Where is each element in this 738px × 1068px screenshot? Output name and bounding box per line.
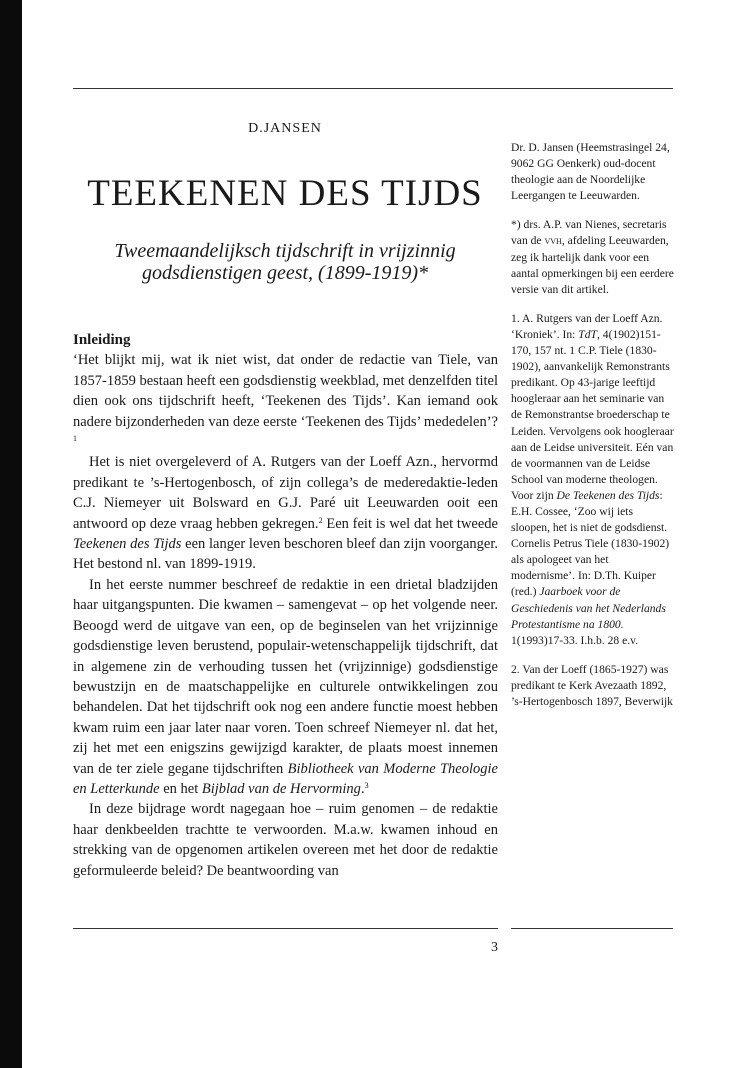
paragraph-1 [73, 350, 498, 452]
fn1-d: 1(1993)17-33. I.h.b. 28 e.v. [511, 633, 639, 647]
p2-text-b: Een feit is wel dat het tweede [322, 515, 498, 532]
footnote-ref-2: 2 [318, 515, 323, 525]
fn1-b: , 4(1902)151-170, 157 nt. 1 C.P. Tiele (1830-1902), aanvankelijk Remonstrants predikant. Op 43-jarige leeftijd hoogleraar aan het seminarie van de Remonstrantse broederschap te Leiden. Vervolgens ook hoogleraar aan de Leidse universiteit. Eén van de voormannen van de Leidse School van moderne theologen. Voor zijn [511, 327, 674, 502]
p3-text-a: In het eerste nummer beschreef de redaktie in een drietal bladzijden haar uitgangspunten. Die kwamen – samengevat – op het volgende neer. Beoogd werd de uitgave van een, op de beginselen van het vrijzinnige godsdienstige leven berustend, populair-wetenschappelijk tijdschrift, dat in algemene zin de verhouding tussen het (vrijzinnige) godsdienstige bewustzijn en de maatschappelijke en culturele ontwikkelingen zou behandelen. Dat het tijdschrift ook nog een andere functie moest hebben kwam ruim een jaar later naar voren. Toen schreef Niemeyer nl. dat het, zij het met een enigszins gewijzigd karakter, de plaats moest innemen van de ter ziele gegane tijdschriften [73, 576, 498, 777]
footnote-ref-1: 1 [73, 434, 77, 444]
author-note: Dr. D. Jansen (Heemstrasingel 24, 9062 GG Oenkerk) oud-docent theologie aan de Noordelijke Leergangen te Leeuwarden. [511, 141, 670, 203]
footnote-2: 2. Van der Loeff (1865-1927) was predikant te Kerk Avezaath 1892, ’s-Hertogenbosch 1897, Beverwijk [511, 662, 673, 708]
paragraph-3 [73, 575, 498, 799]
p1-text: ‘Het blijkt mij, wat ik niet wist, dat onder de redactie van Tiele, van 1857-1859 bestaan heeft een godsdienstig weekblad, met denzelfden titel dien ook ons tijdschrift heeft, ‘Teekenen des Tijds’. Kan iemand ook nadere bijzonderheden van deze eerste ‘Teekenen des Tijds’ mededelen’? [73, 352, 498, 430]
footnote-ref-3: 3 [364, 780, 369, 790]
fn1-a: 1. A. Rutgers van der Loeff Azn. ‘Kroniek’. In: [511, 311, 663, 341]
p3-italic-title-2: Bijblad van de Hervorming [201, 780, 361, 797]
top-rule [73, 88, 673, 89]
p3-text-b: en het [159, 780, 202, 797]
paragraph-4: In deze bijdrage wordt nagegaan hoe – ruim genomen – de redaktie haar denkbeelden trachtte te verwoorden. M.a.w. kwamen inhoud en strekking van de opgenomen artikelen overeen met het door de redaktie geformuleerde beleid? De beantwoording van [73, 801, 498, 879]
p3-italic-title-1: Bibliotheek van Moderne Theologie en Letterkunde [73, 760, 498, 797]
p2-text-a: Het is niet overgeleverd of A. Rutgers van der Loeff Azn., hervormd predikant te ’s-Hertogenbosch, of zijn collega’s de mederedaktie-leden C.J. Niemeyer uit Bolsward en G.J. Paré uit Leeuwarden ooit een antwoord op deze vraag hebben gekregen. [73, 454, 498, 532]
star-note-a: *) drs. A.P. van Nienes, secretaris van de [511, 218, 667, 248]
sidebar-notes [511, 140, 674, 710]
star-note-smallcaps: vvh [544, 234, 562, 248]
scan-edge [0, 0, 22, 1068]
star-note-b: , afdeling Leeuwarden, zeg ik hartelijk dank voor een aantal opmerkingen bij een eerdere versie van dit artikel. [511, 234, 674, 296]
fn1-i2: De Teekenen des Tijds [556, 488, 660, 502]
paragraph-2 [73, 452, 498, 574]
main-text [73, 330, 498, 881]
bottom-rule-main [73, 928, 498, 929]
article-subtitle: Tweemaandelijksch tijdschrift in vrijzinnig godsdienstigen geest, (1899-1919)* [114, 240, 456, 284]
footnote-1 [511, 311, 674, 649]
article-title: TEEKENEN DES TIJDS [87, 173, 483, 214]
author-name: D.JANSEN [248, 121, 322, 136]
star-note [511, 217, 674, 297]
p2-italic-title: Teekenen des Tijds [73, 536, 182, 553]
bottom-rule-side [511, 928, 673, 929]
fn1-c: : E.H. Cossee, ‘Zoo wij iets sloopen, het is niet de godsdienst. Cornelis Petrus Tiele (1830-1902) als apologeet van het modernisme’. In: D.Th. Kuiper (red.) [511, 488, 670, 599]
fn1-i3: Jaarboek voor de Geschiedenis van het Nederlands Protestantisme na 1800. [511, 585, 666, 631]
section-heading: Inleiding [73, 332, 131, 348]
fn1-i1: TdT [578, 327, 597, 341]
p3-text-c: . [360, 780, 365, 797]
p2-text-c: een langer leven beschoren bleef dan zijn voorganger. Het bestond nl. van 1899-1919. [73, 536, 498, 573]
page-number: 3 [491, 940, 498, 955]
